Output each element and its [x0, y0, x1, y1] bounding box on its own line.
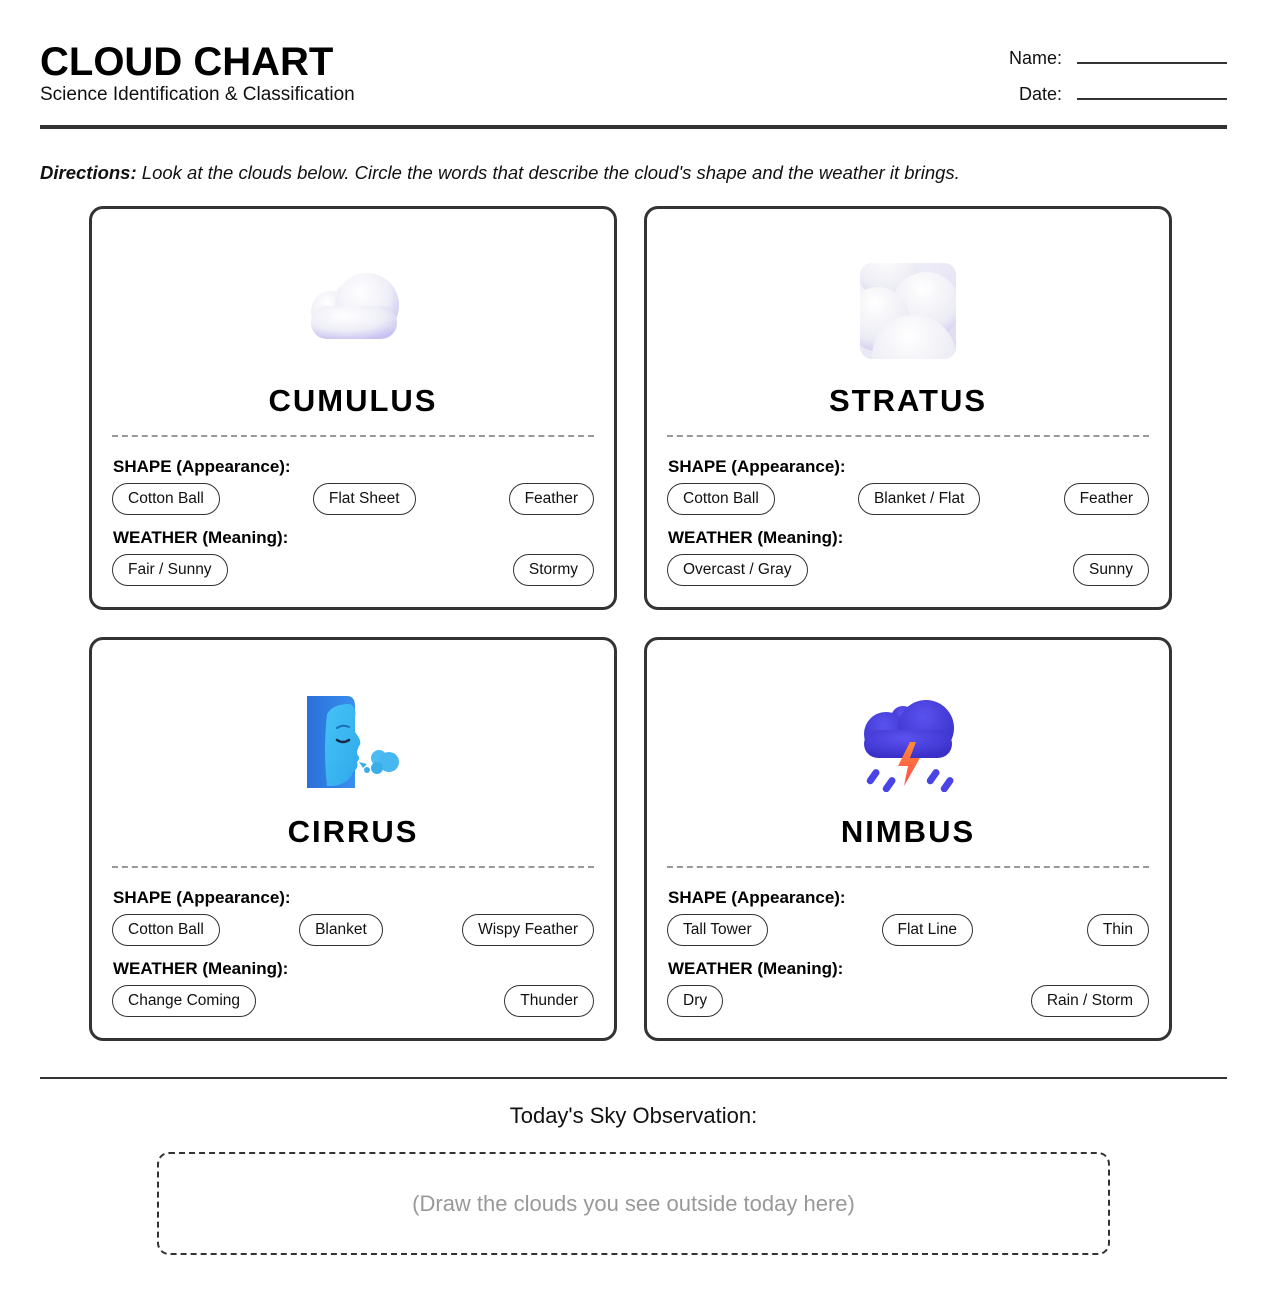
shape-options [112, 483, 594, 515]
weather-options [112, 554, 594, 586]
student-fields [987, 46, 1227, 118]
weather-option[interactable]: Thunder [504, 985, 594, 1017]
header-divider [40, 125, 1227, 129]
shape-option[interactable]: Blanket [299, 914, 383, 946]
name-label: Name: [1008, 48, 1062, 68]
weather-label: WEATHER (Meaning): [668, 528, 844, 547]
worksheet-header [40, 38, 1227, 130]
date-label: Date: [1018, 84, 1062, 104]
shape-option[interactable]: Cotton Ball [112, 914, 220, 946]
shape-option[interactable]: Feather [1064, 483, 1149, 515]
shape-option[interactable]: Cotton Ball [667, 483, 775, 515]
shape-options [112, 914, 594, 946]
shape-option[interactable]: Wispy Feather [462, 914, 594, 946]
name-field-row [987, 46, 1227, 82]
weather-options [667, 985, 1149, 1017]
shape-label: SHAPE (Appearance): [668, 888, 846, 907]
storm-cloud-icon [858, 692, 958, 792]
cloud-name: CIRRUS [287, 814, 419, 849]
weather-option[interactable]: Overcast / Gray [667, 554, 808, 586]
weather-label: WEATHER (Meaning): [668, 959, 844, 978]
shape-label: SHAPE (Appearance): [113, 457, 291, 476]
shape-label: SHAPE (Appearance): [668, 457, 846, 476]
wind-face-icon [303, 692, 403, 792]
observation-title: Today's Sky Observation: [509, 1103, 758, 1128]
directions [40, 162, 960, 184]
weather-label: WEATHER (Meaning): [113, 528, 289, 547]
card-cirrus [89, 637, 617, 1041]
shape-option[interactable]: Feather [509, 483, 594, 515]
date-field-row [987, 82, 1227, 118]
card-stratus [644, 206, 1172, 610]
page-subtitle: Science Identification & Classification [40, 84, 355, 105]
date-field[interactable] [1077, 98, 1227, 100]
shape-option[interactable]: Thin [1087, 914, 1149, 946]
drawing-placeholder: (Draw the clouds you see outside today here) [412, 1190, 855, 1216]
shape-options [667, 914, 1149, 946]
card-nimbus [644, 637, 1172, 1041]
weather-option[interactable]: Change Coming [112, 985, 256, 1017]
weather-option[interactable]: Fair / Sunny [112, 554, 228, 586]
weather-option[interactable]: Dry [667, 985, 723, 1017]
shape-options [667, 483, 1149, 515]
weather-options [667, 554, 1149, 586]
directions-text: Look at the clouds below. Circle the words that describe the cloud's shape and the weather it brings. [136, 162, 960, 183]
stratus-fog-icon [858, 261, 958, 361]
weather-option[interactable]: Sunny [1073, 554, 1149, 586]
shape-label: SHAPE (Appearance): [113, 888, 291, 907]
weather-option[interactable]: Stormy [513, 554, 594, 586]
cloud-name: NIMBUS [840, 814, 976, 849]
directions-label: Directions: [40, 162, 137, 183]
card-divider [667, 866, 1149, 868]
card-divider [112, 866, 594, 868]
shape-option[interactable]: Blanket / Flat [858, 483, 980, 515]
card-divider [667, 435, 1149, 437]
weather-option[interactable]: Rain / Storm [1031, 985, 1149, 1017]
cumulus-cloud-icon [303, 261, 403, 361]
section-divider [40, 1077, 1227, 1079]
shape-option[interactable]: Cotton Ball [112, 483, 220, 515]
shape-option[interactable]: Flat Sheet [313, 483, 416, 515]
page-title: CLOUD CHART [40, 40, 334, 84]
cloud-name: STRATUS [828, 383, 988, 418]
weather-label: WEATHER (Meaning): [113, 959, 289, 978]
shape-option[interactable]: Flat Line [882, 914, 973, 946]
shape-option[interactable]: Tall Tower [667, 914, 768, 946]
drawing-area[interactable] [157, 1152, 1110, 1255]
card-cumulus [89, 206, 617, 610]
name-field[interactable] [1077, 62, 1227, 64]
cloud-name: CUMULUS [268, 383, 438, 418]
card-divider [112, 435, 594, 437]
weather-options [112, 985, 594, 1017]
